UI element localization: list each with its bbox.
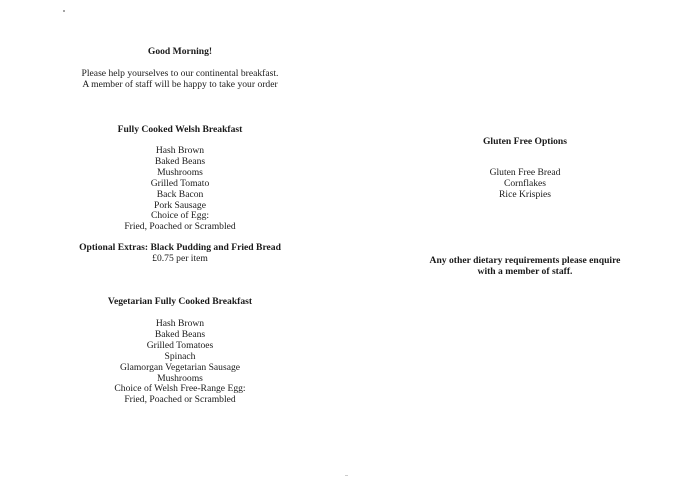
menu-item: Hash Brown <box>155 145 205 156</box>
extras-section <box>45 243 315 265</box>
gluten-free-items <box>390 168 660 201</box>
welsh-breakfast-items <box>45 146 315 233</box>
dietary-line: with a member of staff. <box>477 265 573 277</box>
paper-speck <box>63 10 65 12</box>
menu-item: Grilled Tomato <box>150 177 210 189</box>
menu-item: Spinach <box>164 350 196 362</box>
vegetarian-section <box>45 297 315 308</box>
menu-item: Fried, Poached or Scrambled <box>124 221 236 233</box>
menu-item: Mushrooms <box>157 166 203 178</box>
greeting-line: A member of staff will be happy to take your order <box>82 78 278 90</box>
menu-item: Gluten Free Bread <box>489 167 561 178</box>
greeting-line: Please help yourselves to our continental breakfast. <box>81 68 279 79</box>
menu-item: Pork Sausage <box>154 199 206 211</box>
extras-title: Optional Extras: Black Pudding and Fried Bread <box>79 242 281 253</box>
menu-item: Baked Beans <box>154 328 206 340</box>
dietary-line: Any other dietary requirements please enquire <box>429 255 621 266</box>
greeting-title: Good Morning! <box>147 46 213 57</box>
vegetarian-items <box>45 319 315 406</box>
menu-item: Back Bacon <box>156 188 204 200</box>
menu-item: Choice of Welsh Free-Range Egg: <box>114 383 246 395</box>
paper-speck <box>345 475 348 476</box>
greeting-text <box>45 69 315 91</box>
menu-item: Glamorgan Vegetarian Sausage <box>119 361 241 373</box>
menu-item: Hash Brown <box>155 318 205 329</box>
menu-item: Fried, Poached or Scrambled <box>124 394 236 406</box>
greeting-section <box>45 47 315 58</box>
welsh-breakfast-title: Fully Cooked Welsh Breakfast <box>117 124 243 135</box>
menu-item: Mushrooms <box>157 372 203 384</box>
extras-price: £0.75 per item <box>152 252 208 264</box>
menu-item: Choice of Egg: <box>150 210 210 222</box>
gluten-free-title: Gluten Free Options <box>482 136 568 147</box>
menu-item: Baked Beans <box>154 155 206 167</box>
menu-item: Grilled Tomatoes <box>146 339 214 351</box>
vegetarian-title: Vegetarian Fully Cooked Breakfast <box>107 296 253 307</box>
menu-item: Cornflakes <box>503 177 547 189</box>
menu-item: Rice Krispies <box>499 188 551 200</box>
dietary-notice <box>390 256 660 278</box>
welsh-breakfast-section <box>45 125 315 136</box>
gluten-free-section <box>390 137 660 148</box>
